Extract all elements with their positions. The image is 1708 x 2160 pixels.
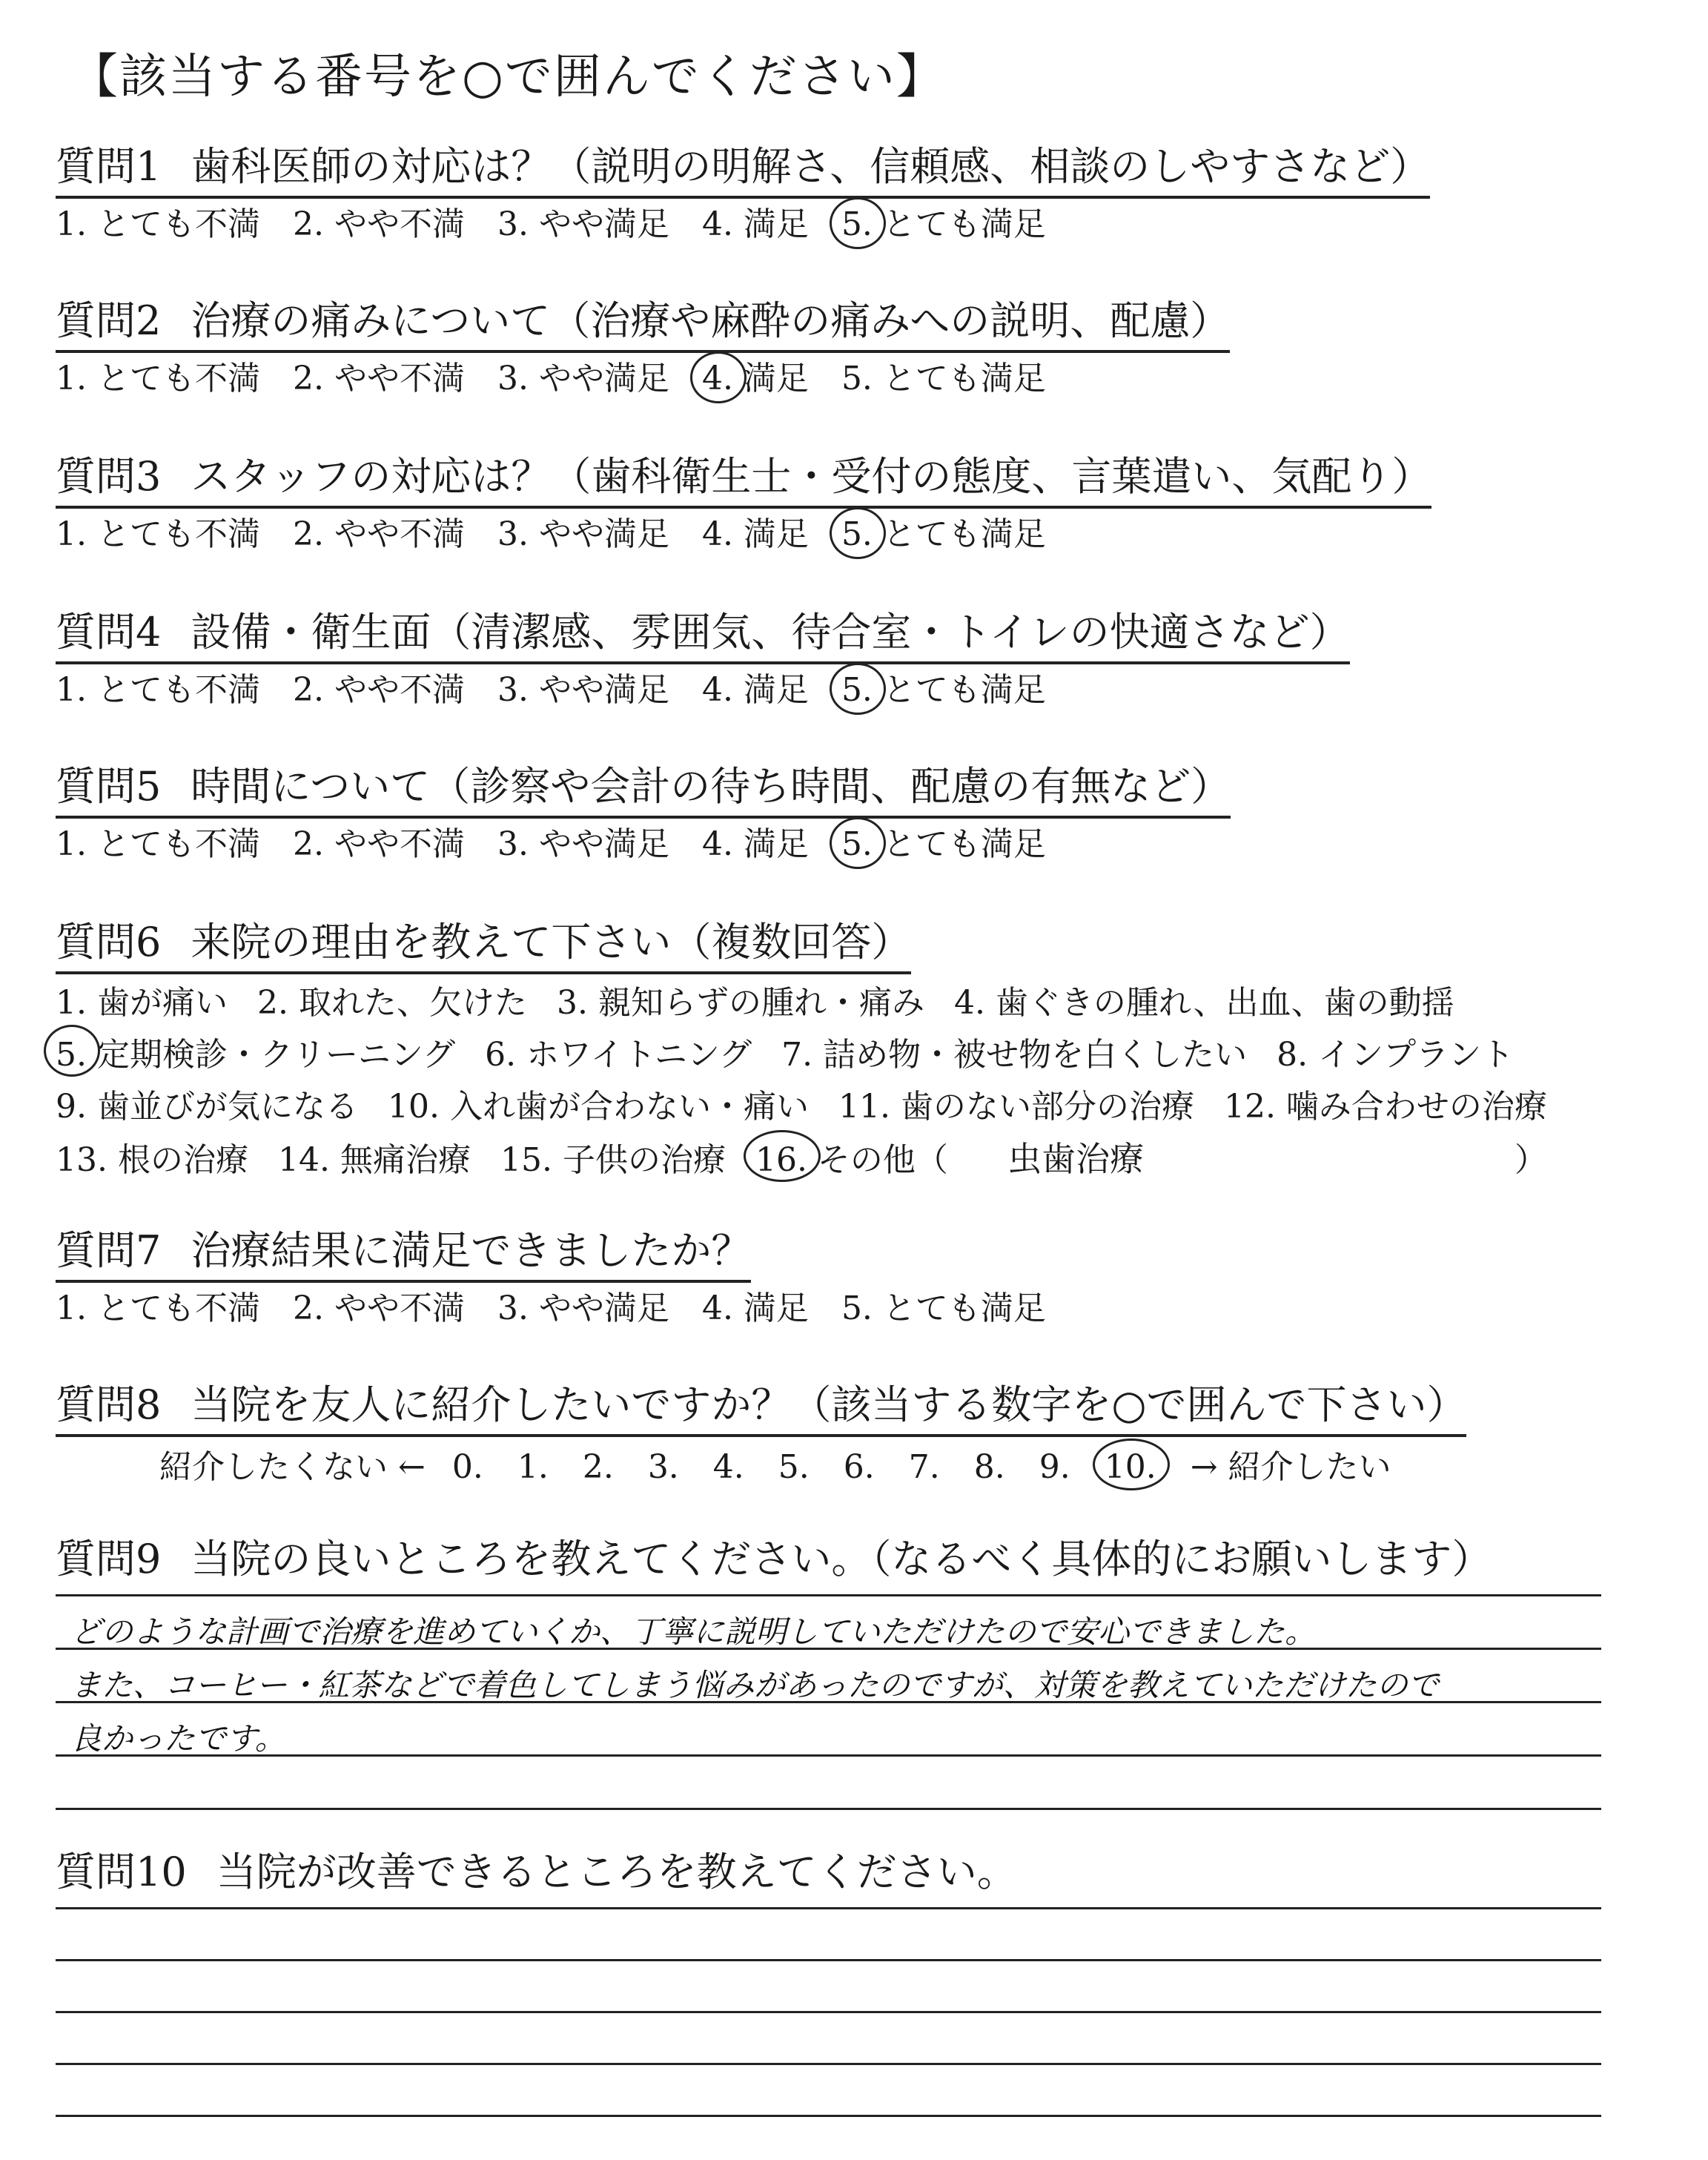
option-number: 5.: [841, 360, 873, 397]
option-label: 根の治療: [107, 1141, 248, 1179]
option-number: 6.: [843, 1448, 875, 1486]
reason-option-5[interactable]: [56, 1029, 455, 1081]
question-text: 治療結果に満足できましたか？: [191, 1227, 752, 1274]
reason-option-15[interactable]: [500, 1135, 726, 1186]
option-label: 詰め物・被せ物を白くしたい: [812, 1036, 1248, 1074]
option-number: 16.: [755, 1135, 807, 1186]
answer-option-3[interactable]: [497, 1286, 669, 1332]
option-number: 1.: [56, 984, 87, 1022]
answer-option-3[interactable]: [497, 202, 669, 248]
answer-option-4[interactable]: [702, 667, 809, 713]
option-label: やや不満: [323, 515, 465, 553]
question-text: 来院の理由を教えて下さい（複数回答）: [191, 919, 912, 965]
option-number: 2.: [292, 205, 324, 243]
question-5: [56, 761, 1642, 868]
option-number: 5.: [778, 1448, 810, 1486]
option-number: 7.: [781, 1036, 813, 1074]
option-number: 6.: [485, 1036, 517, 1074]
answer-lines-q9: [56, 1594, 1601, 1817]
ruled-line: [56, 1754, 1601, 1757]
other-close-paren: ）: [1514, 1141, 1547, 1179]
ruled-line: [56, 1907, 1601, 1909]
option-number: 14.: [277, 1141, 330, 1179]
option-number: 1.: [56, 671, 87, 709]
option-number: 5.: [56, 1029, 87, 1081]
question-text: 時間について（診察や会計の待ち時間、配慮の有無など）: [191, 763, 1231, 810]
reason-options: [56, 977, 1642, 1186]
question-number: 質問3: [56, 453, 162, 500]
ruled-line: [56, 1959, 1601, 1961]
option-label: とても不満: [86, 671, 260, 709]
option-number: 4.: [701, 671, 733, 709]
option-number: 1.: [517, 1448, 549, 1486]
option-label: とても不満: [86, 825, 260, 863]
instruction-header: 【該当する番号を○で囲んでください】: [70, 50, 945, 105]
question-text: スタッフの対応は？（歯科衛生士・受付の態度、言葉遣い、気配り）: [191, 453, 1432, 500]
reason-option-9[interactable]: [56, 1081, 358, 1133]
option-number: 13.: [56, 1141, 107, 1179]
answer-option-1[interactable]: [56, 1286, 260, 1332]
answer-option-4[interactable]: [702, 356, 809, 402]
option-label: 歯のない部分の治療: [890, 1088, 1194, 1126]
reason-row: [56, 977, 1642, 1029]
other-reason-handwritten: 虫歯治療: [1007, 1139, 1144, 1179]
question-number: 質問8: [56, 1381, 162, 1428]
answer-option-2[interactable]: [293, 512, 465, 558]
scale-option-3[interactable]: [648, 1443, 679, 1492]
option-label: とても満足: [872, 1289, 1046, 1327]
scale-option-10[interactable]: [1105, 1443, 1156, 1492]
option-label: 無痛治療: [329, 1141, 471, 1179]
answer-option-2[interactable]: [293, 356, 465, 402]
option-label: 満足: [732, 1289, 809, 1327]
scale-option-8[interactable]: [974, 1443, 1005, 1492]
option-number: 7.: [908, 1448, 940, 1486]
question-number: 質問5: [56, 763, 162, 810]
option-label: 入れ歯が合わない・痛い: [439, 1088, 809, 1126]
option-label: やや満足: [528, 205, 669, 243]
ruled-line: [56, 1594, 1601, 1596]
option-label: インプラント: [1308, 1036, 1515, 1074]
question-text: 当院が改善できるところを教えてください。: [216, 1849, 1017, 1895]
question-4: [56, 607, 1642, 713]
answer-option-4[interactable]: [702, 1286, 809, 1332]
scale-option-2[interactable]: [583, 1443, 614, 1492]
reason-option-4[interactable]: [954, 977, 1454, 1029]
option-label: とても不満: [86, 205, 260, 243]
scale-option-9[interactable]: [1039, 1443, 1070, 1492]
scale-option-6[interactable]: [844, 1443, 875, 1492]
option-number: 3.: [497, 515, 529, 553]
reason-option-14[interactable]: [278, 1135, 471, 1186]
answer-option-1[interactable]: [56, 356, 260, 402]
option-number: 10.: [387, 1088, 440, 1126]
answer-option-1[interactable]: [56, 822, 260, 868]
option-number: 2.: [292, 515, 324, 553]
option-number: 4.: [701, 205, 733, 243]
question-number: 質問9: [56, 1536, 162, 1582]
question-text: 設備・衛生面（清潔感、雰囲気、待合室・トイレの快適さなど）: [191, 609, 1350, 655]
answer-lines-q10: [56, 1907, 1601, 2130]
option-label: とても満足: [872, 671, 1046, 709]
reason-row: [56, 1029, 1642, 1081]
option-number: 1.: [56, 825, 87, 863]
option-label: やや満足: [528, 1289, 669, 1327]
reason-option-1[interactable]: [56, 977, 228, 1029]
answer-option-2[interactable]: [293, 667, 465, 713]
reason-option-7[interactable]: [781, 1029, 1247, 1081]
scale-right-label: → 紹介したい: [1190, 1448, 1391, 1486]
answer-option-5[interactable]: [841, 512, 1046, 558]
option-number: 8.: [973, 1448, 1005, 1486]
option-number: 4.: [712, 1448, 744, 1486]
option-number: 5.: [841, 822, 873, 868]
option-label: 子供の治療: [552, 1141, 726, 1179]
option-number: 3.: [497, 205, 529, 243]
option-label: とても不満: [86, 515, 260, 553]
option-number: 2.: [582, 1448, 614, 1486]
answer-options: [56, 1286, 1642, 1332]
option-number: 9.: [56, 1088, 87, 1126]
answer-option-5[interactable]: [841, 202, 1046, 248]
answer-options: [56, 512, 1642, 558]
reason-option-16[interactable]: [755, 1135, 948, 1186]
option-label: やや満足: [528, 515, 669, 553]
question-text: 当院の良いところを教えてください。（なるべく具体的にお願いします）: [191, 1536, 1492, 1582]
answer-option-2[interactable]: [293, 1286, 465, 1332]
option-label: とても不満: [86, 1289, 260, 1327]
answer-options: [56, 202, 1642, 248]
option-number: 1.: [56, 360, 87, 397]
ruled-line: [56, 2011, 1601, 2013]
reason-option-8[interactable]: [1277, 1029, 1514, 1081]
option-number: 12.: [1223, 1088, 1276, 1126]
answer-options: [56, 822, 1642, 868]
reason-row: [56, 1133, 1642, 1186]
option-label: やや満足: [528, 671, 669, 709]
question-number: 質問6: [56, 919, 162, 965]
question-9: [56, 1533, 1642, 1588]
option-number: 3.: [497, 1289, 529, 1327]
option-number: 3.: [497, 825, 529, 863]
option-label: 歯が痛い: [86, 984, 228, 1022]
answer-option-3[interactable]: [497, 667, 669, 713]
option-label: やや満足: [528, 360, 669, 397]
reason-option-3[interactable]: [557, 977, 924, 1029]
answer-option-5[interactable]: [841, 1286, 1046, 1332]
option-number: 9.: [1039, 1448, 1070, 1486]
option-label: 取れた、欠けた: [288, 984, 527, 1022]
option-label: やや不満: [323, 671, 465, 709]
option-label: とても満足: [872, 205, 1046, 243]
handwritten-answer-line-2: また、コーヒー・紅茶などで着色してしまう悩みがあったのですが、対策を教えていただけたので: [70, 1667, 1439, 1703]
answer-option-4[interactable]: [702, 822, 809, 868]
answer-option-5[interactable]: [841, 822, 1046, 868]
reason-option-13[interactable]: [56, 1135, 248, 1186]
option-label: 満足: [732, 515, 809, 553]
option-number: 4.: [701, 515, 733, 553]
option-label: 親知らずの腫れ・痛み: [587, 984, 924, 1022]
option-number: 8.: [1277, 1036, 1308, 1074]
option-label: ホワイトニング: [516, 1036, 752, 1074]
reason-row: [56, 1081, 1642, 1133]
answer-option-3[interactable]: [497, 822, 669, 868]
recommend-scale: [159, 1443, 1642, 1492]
question-number: 質問4: [56, 609, 162, 655]
option-number: 2.: [292, 671, 324, 709]
option-label: 満足: [732, 671, 809, 709]
answer-options: [56, 356, 1642, 402]
question-number: 質問1: [56, 143, 162, 190]
question-10: [56, 1846, 1642, 1901]
answer-options: [56, 667, 1642, 713]
option-number: 15.: [500, 1141, 552, 1179]
scale-option-7[interactable]: [909, 1443, 940, 1492]
question-text: 歯科医師の対応は？（説明の明解さ、信頼感、相談のしやすさなど）: [191, 143, 1431, 190]
option-number: 4.: [953, 984, 985, 1022]
option-label: やや満足: [528, 825, 669, 863]
option-number: 1.: [56, 205, 87, 243]
option-number: 10.: [1105, 1443, 1156, 1492]
option-label: とても不満: [86, 360, 260, 397]
option-label: 歯ぐきの腫れ、出血、歯の動揺: [984, 984, 1454, 1022]
option-number: 2.: [292, 1289, 324, 1327]
answer-option-2[interactable]: [293, 202, 465, 248]
ruled-line: [56, 1808, 1601, 1810]
option-label: 歯並びが気になる: [86, 1088, 358, 1126]
option-label: 定期検診・クリーニング: [86, 1036, 456, 1074]
reason-option-11[interactable]: [838, 1081, 1194, 1133]
option-number: 5.: [841, 1289, 873, 1327]
option-number: 1.: [56, 1289, 87, 1327]
option-label: やや不満: [323, 825, 465, 863]
reason-option-2[interactable]: [257, 977, 527, 1029]
answer-option-4[interactable]: [702, 202, 809, 248]
option-number: 3.: [556, 984, 588, 1022]
option-number: 2.: [256, 984, 288, 1022]
reason-option-6[interactable]: [485, 1029, 752, 1081]
question-7: [56, 1225, 1642, 1332]
question-text: 治療の痛みについて（治療や麻酔の痛みへの説明、配慮）: [191, 297, 1231, 344]
option-number: 3.: [497, 671, 529, 709]
option-label: とても満足: [872, 825, 1046, 863]
answer-option-3[interactable]: [497, 356, 669, 402]
scale-option-4[interactable]: [713, 1443, 744, 1492]
answer-option-1[interactable]: [56, 202, 260, 248]
answer-option-5[interactable]: [841, 356, 1046, 402]
question-6: [56, 916, 1642, 1186]
option-number: 0.: [451, 1448, 483, 1486]
option-label: 満足: [732, 360, 809, 397]
question-8: [56, 1379, 1642, 1492]
option-label: とても満足: [872, 360, 1046, 397]
option-label: 噛み合わせの治療: [1275, 1088, 1547, 1126]
option-number: 3.: [497, 360, 529, 397]
question-1: [56, 141, 1642, 248]
scale-left-label: 紹介したくない ←: [159, 1448, 426, 1486]
handwritten-answer-line-3: 良かったです。: [70, 1720, 286, 1757]
option-number: 5.: [841, 512, 873, 558]
handwritten-answer-line-1: どのような計画で治療を進めていくか、丁寧に説明していただけたので安心できました。: [70, 1614, 1317, 1650]
option-number: 1.: [56, 515, 87, 553]
option-label: やや不満: [323, 360, 465, 397]
answer-option-2[interactable]: [293, 822, 465, 868]
option-label: やや不満: [323, 205, 465, 243]
option-number: 4.: [701, 1289, 733, 1327]
option-number: 5.: [841, 667, 873, 713]
option-number: 2.: [292, 825, 324, 863]
answer-option-3[interactable]: [497, 512, 669, 558]
scale-option-1[interactable]: [517, 1443, 549, 1492]
option-number: 3.: [647, 1448, 679, 1486]
option-number: 4.: [701, 825, 733, 863]
answer-option-5[interactable]: [841, 667, 1046, 713]
question-number: 質問10: [56, 1849, 187, 1895]
question-number: 質問2: [56, 297, 162, 344]
scale-option-0[interactable]: [452, 1443, 483, 1492]
answer-option-1[interactable]: [56, 512, 260, 558]
option-label: とても満足: [872, 515, 1046, 553]
answer-option-1[interactable]: [56, 667, 260, 713]
question-number: 質問7: [56, 1227, 162, 1274]
reason-option-10[interactable]: [388, 1081, 809, 1133]
question-2: [56, 295, 1642, 402]
option-label: 満足: [732, 205, 809, 243]
option-label: その他（: [807, 1141, 948, 1179]
ruled-line: [56, 2115, 1601, 2117]
question-text: 当院を友人に紹介したいですか？（該当する数字を○で囲んで下さい）: [191, 1381, 1467, 1428]
option-number: 2.: [292, 360, 324, 397]
scale-option-5[interactable]: [778, 1443, 810, 1492]
option-number: 5.: [841, 202, 873, 248]
option-number: 4.: [702, 356, 733, 402]
reason-option-12[interactable]: [1224, 1081, 1547, 1133]
ruled-line: [56, 2063, 1601, 2065]
option-label: やや不満: [323, 1289, 465, 1327]
question-3: [56, 451, 1642, 558]
option-label: 満足: [732, 825, 809, 863]
option-number: 11.: [838, 1088, 890, 1126]
answer-option-4[interactable]: [702, 512, 809, 558]
